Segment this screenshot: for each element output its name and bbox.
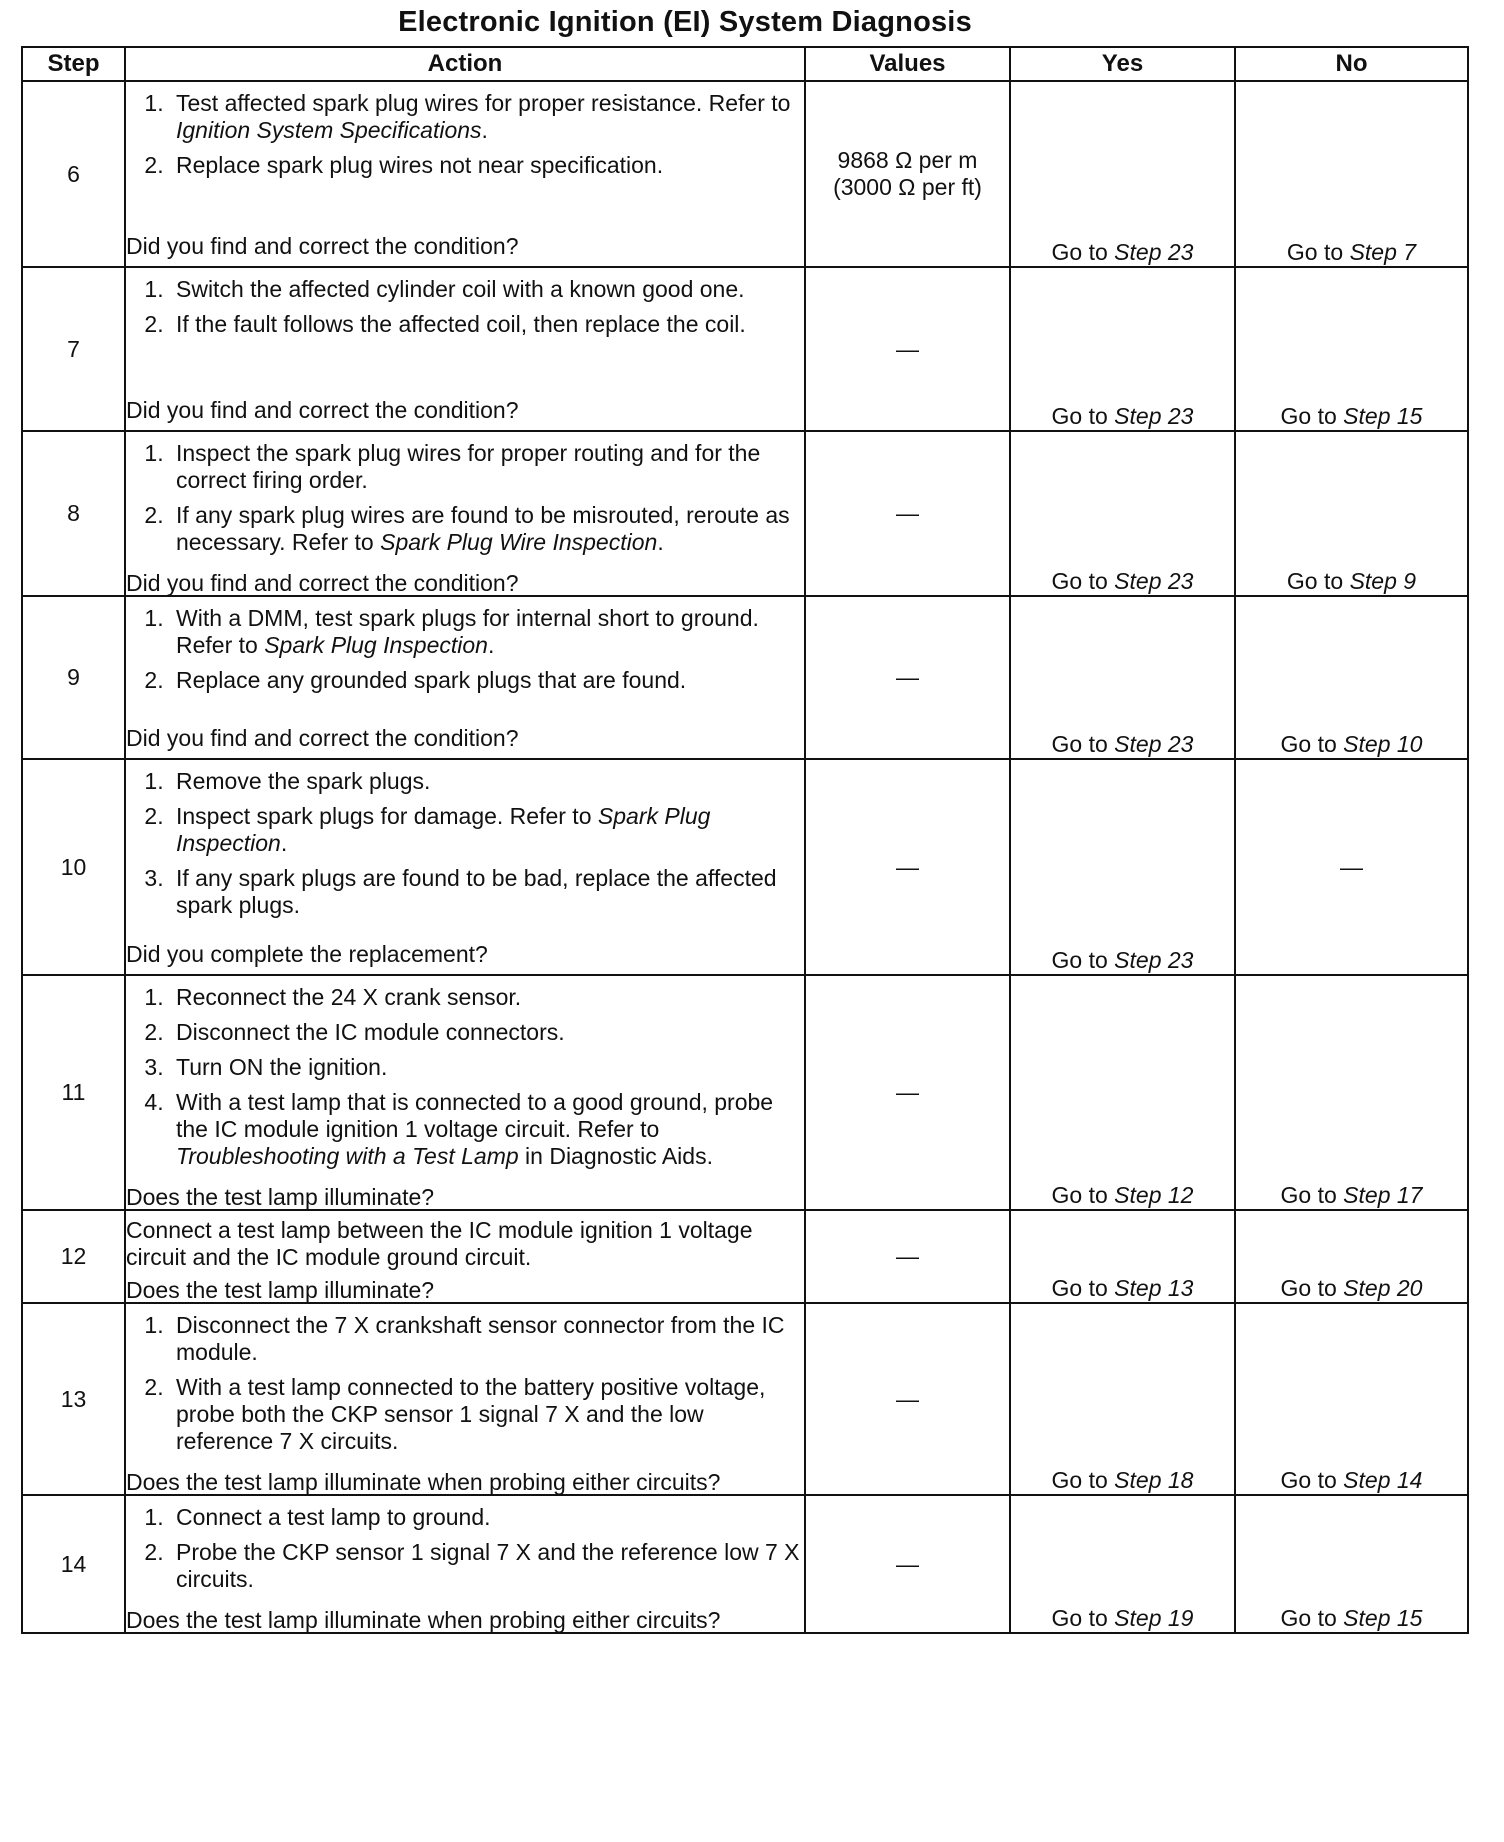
value-text: —	[896, 1550, 919, 1577]
value-metric: 9868 Ω per m	[837, 147, 978, 173]
step-number: 10	[22, 759, 125, 975]
action-item: 2. Replace spark plug wires not near specification.	[170, 152, 804, 179]
value-text: —	[896, 853, 919, 880]
no-cell: Go to Step 7	[1235, 81, 1468, 267]
value-cell	[805, 975, 1010, 1210]
action-item: 2. Probe the CKP sensor 1 signal 7 X and the reference low 7 X circuits.	[170, 1539, 804, 1593]
action-cell	[125, 1210, 805, 1303]
action-steps	[126, 82, 804, 187]
action-question: Did you find and correct the condition?	[126, 397, 519, 423]
header-values: Values	[805, 47, 1010, 81]
value-text: —	[896, 335, 919, 362]
action-item: 1. Remove the spark plugs.	[170, 768, 804, 795]
value-cell	[805, 1495, 1010, 1633]
no-cell: Go to Step 15	[1235, 267, 1468, 431]
action-steps	[126, 1496, 804, 1601]
action-item: 1. With a DMM, test spark plugs for internal short to ground. Refer to Spark Plug Inspection.	[170, 605, 804, 659]
yes-cell: Go to Step 12	[1010, 975, 1235, 1210]
table-row	[22, 596, 1468, 759]
action-content	[126, 1496, 804, 1632]
yes-step-ref: Step 18	[1114, 1467, 1194, 1493]
step-number: 6	[22, 81, 125, 267]
action-cell	[125, 81, 805, 267]
step-number: 14	[22, 1495, 125, 1633]
yes-step-ref: Step 19	[1114, 1605, 1194, 1631]
action-cell	[125, 1303, 805, 1495]
value-cell	[805, 81, 1010, 267]
action-content	[126, 268, 804, 426]
action-cell	[125, 975, 805, 1210]
action-item: 2. Disconnect the IC module connectors.	[170, 1019, 804, 1046]
step-number: 8	[22, 431, 125, 596]
reference-link: Spark Plug Inspection	[176, 803, 711, 856]
header-step: Step	[22, 47, 125, 81]
action-steps	[126, 1211, 804, 1271]
action-item: 2. If any spark plug wires are found to be misrouted, reroute as necessary. Refer to Spark Plug Wire Inspection.	[170, 502, 804, 556]
action-content	[126, 760, 804, 970]
action-cell	[125, 596, 805, 759]
header-yes: Yes	[1010, 47, 1235, 81]
action-cell	[125, 759, 805, 975]
no-cell: Go to Step 17	[1235, 975, 1468, 1210]
action-steps	[126, 597, 804, 702]
yes-step-ref: Step 23	[1114, 731, 1194, 757]
table-row	[22, 1303, 1468, 1495]
action-steps	[126, 976, 804, 1178]
action-item: 1. Test affected spark plug wires for proper resistance. Refer to Ignition System Specifications.	[170, 90, 804, 144]
no-step-ref: Step 17	[1343, 1182, 1423, 1208]
yes-cell: Go to Step 23	[1010, 759, 1235, 975]
yes-cell: Go to Step 23	[1010, 596, 1235, 759]
no-cell: Go to Step 20	[1235, 1210, 1468, 1303]
diagnosis-table	[21, 46, 1469, 1634]
action-item: 2. With a test lamp connected to the battery positive voltage, probe both the CKP sensor 1 signal 7 X and the low reference 7 X circuits.	[170, 1374, 804, 1455]
reference-link: Ignition System Specifications	[176, 117, 482, 143]
table-row	[22, 1210, 1468, 1303]
action-question: Does the test lamp illuminate when probing either circuits?	[126, 1607, 721, 1633]
action-list	[126, 440, 804, 556]
no-cell: Go to Step 15	[1235, 1495, 1468, 1633]
page-title: Electronic Ignition (EI) System Diagnosis	[398, 6, 972, 38]
header-no: No	[1235, 47, 1468, 81]
action-steps	[126, 1304, 804, 1463]
step-number: 11	[22, 975, 125, 1210]
yes-cell: Go to Step 23	[1010, 431, 1235, 596]
value-text: —	[896, 500, 919, 526]
yes-cell: Go to Step 23	[1010, 267, 1235, 431]
action-list	[126, 1312, 804, 1455]
value-cell	[805, 267, 1010, 431]
action-content	[126, 976, 804, 1209]
action-item: 2. Replace any grounded spark plugs that are found.	[170, 667, 804, 694]
no-step-ref: Step 10	[1343, 731, 1423, 757]
action-item: 1. Reconnect the 24 X crank sensor.	[170, 984, 804, 1011]
yes-step-ref: Step 23	[1114, 403, 1194, 429]
no-step-ref: Step 7	[1349, 239, 1417, 265]
step-number: 9	[22, 596, 125, 759]
yes-step-ref: Step 23	[1114, 239, 1194, 265]
reference-link: Spark Plug Inspection	[264, 632, 488, 658]
action-content	[126, 82, 804, 262]
action-question: Did you complete the replacement?	[126, 941, 488, 967]
action-content	[126, 1304, 804, 1494]
value-text: —	[896, 1385, 919, 1412]
reference-link: Troubleshooting with a Test Lamp	[176, 1143, 519, 1169]
value-text: —	[896, 1243, 919, 1269]
action-content	[126, 1211, 804, 1302]
action-item: 3. Turn ON the ignition.	[170, 1054, 804, 1081]
action-question: Did you find and correct the condition?	[126, 570, 519, 596]
action-item: 1. Disconnect the 7 X crankshaft sensor connector from the IC module.	[170, 1312, 804, 1366]
action-question: Does the test lamp illuminate?	[126, 1184, 435, 1210]
action-list	[126, 984, 804, 1170]
action-item: 1. Switch the affected cylinder coil with a known good one.	[170, 276, 804, 303]
action-content	[126, 432, 804, 595]
no-step-ref: Step 15	[1343, 1605, 1423, 1631]
no-step-ref: Step 15	[1343, 403, 1423, 429]
reference-link: Spark Plug Wire Inspection	[380, 529, 658, 555]
yes-step-ref: Step 23	[1114, 568, 1194, 594]
yes-cell: Go to Step 13	[1010, 1210, 1235, 1303]
no-value-text: —	[1340, 853, 1363, 880]
value-cell	[805, 596, 1010, 759]
action-text: Connect a test lamp between the IC module ignition 1 voltage circuit and the IC module ground circuit.	[126, 1217, 753, 1270]
yes-cell: Go to Step 23	[1010, 81, 1235, 267]
value-text: —	[896, 1079, 919, 1105]
action-cell	[125, 431, 805, 596]
no-cell: Go to Step 9	[1235, 431, 1468, 596]
header-action: Action	[125, 47, 805, 81]
value-cell	[805, 1303, 1010, 1495]
action-question: Does the test lamp illuminate?	[126, 1277, 435, 1303]
action-content	[126, 597, 804, 754]
action-list	[126, 1504, 804, 1593]
table-row	[22, 1495, 1468, 1633]
action-item: 2. Inspect spark plugs for damage. Refer to Spark Plug Inspection.	[170, 803, 804, 857]
action-question: Did you find and correct the condition?	[126, 725, 519, 751]
step-number: 7	[22, 267, 125, 431]
value-imperial: (3000 Ω per ft)	[833, 174, 982, 200]
table-header-row	[22, 47, 1468, 81]
action-question: Did you find and correct the condition?	[126, 233, 519, 259]
action-question: Does the test lamp illuminate when probing either circuits?	[126, 1469, 721, 1495]
action-item: 1. Connect a test lamp to ground.	[170, 1504, 804, 1531]
no-cell: Go to Step 14	[1235, 1303, 1468, 1495]
yes-cell: Go to Step 18	[1010, 1303, 1235, 1495]
table-row	[22, 267, 1468, 431]
action-list	[126, 768, 804, 919]
action-cell	[125, 1495, 805, 1633]
value-cell	[805, 759, 1010, 975]
action-steps	[126, 760, 804, 927]
action-item: 2. If the fault follows the affected coil, then replace the coil.	[170, 311, 804, 338]
no-step-ref: Step 20	[1343, 1275, 1423, 1301]
no-step-ref: Step 9	[1349, 568, 1417, 594]
yes-cell: Go to Step 19	[1010, 1495, 1235, 1633]
action-item: 3. If any spark plugs are found to be bad, replace the affected spark plugs.	[170, 865, 804, 919]
step-number: 13	[22, 1303, 125, 1495]
no-cell: Go to Step 10	[1235, 596, 1468, 759]
value-cell	[805, 1210, 1010, 1303]
value-cell	[805, 431, 1010, 596]
action-item: 4. With a test lamp that is connected to a good ground, probe the IC module ignition 1 voltage circuit. Refer to Troubleshooting with a Test Lamp in Diagnostic Aids.	[170, 1089, 804, 1170]
yes-step-ref: Step 13	[1114, 1275, 1194, 1301]
value-text: —	[896, 664, 919, 690]
action-item: 1. Inspect the spark plug wires for proper routing and for the correct firing order.	[170, 440, 804, 494]
table-row	[22, 81, 1468, 267]
action-steps	[126, 268, 804, 346]
action-steps	[126, 432, 804, 564]
table-row	[22, 975, 1468, 1210]
action-list	[126, 605, 804, 694]
action-list	[126, 90, 804, 179]
table-row	[22, 431, 1468, 596]
no-step-ref: Step 14	[1343, 1467, 1423, 1493]
action-cell	[125, 267, 805, 431]
no-cell	[1235, 759, 1468, 975]
table-row	[22, 759, 1468, 975]
yes-step-ref: Step 23	[1114, 947, 1194, 973]
action-list	[126, 276, 804, 338]
yes-step-ref: Step 12	[1114, 1182, 1194, 1208]
step-number: 12	[22, 1210, 125, 1303]
